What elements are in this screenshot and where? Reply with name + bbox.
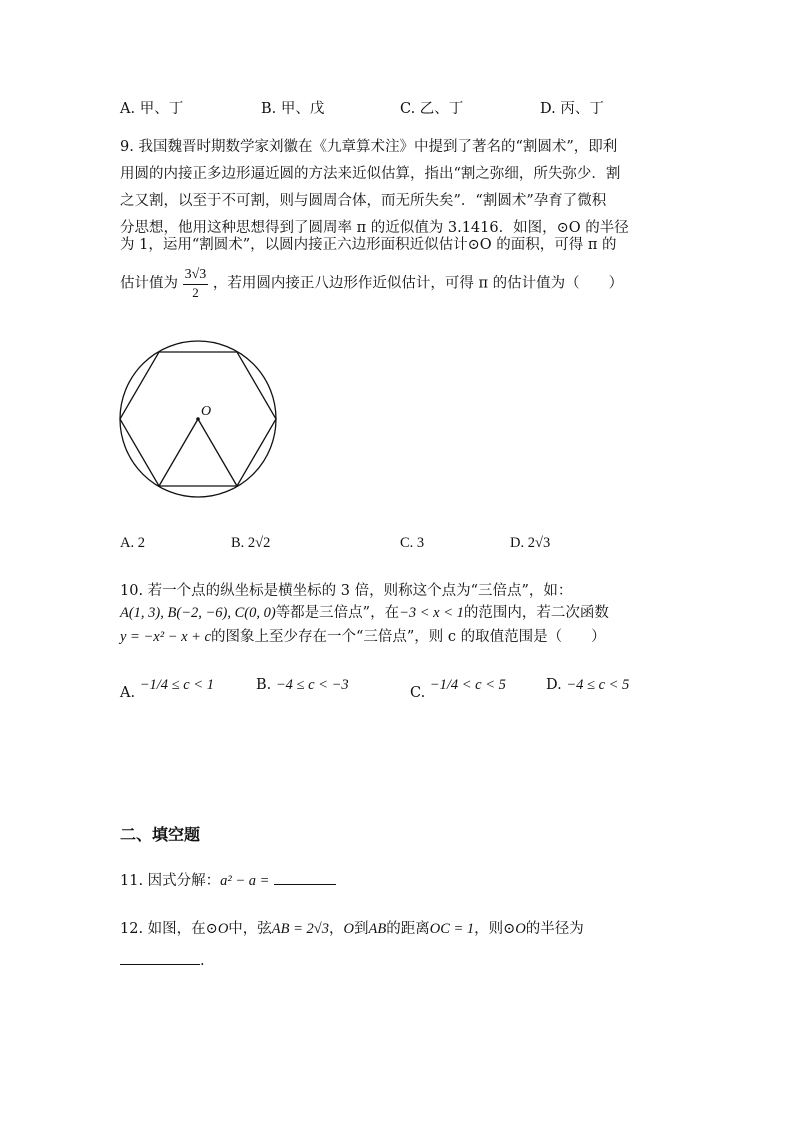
q10-function: y = −x² − x + c xyxy=(120,629,211,645)
option-text: 乙、丁 xyxy=(419,101,464,117)
option-text: −4 ≤ c < −3 xyxy=(275,677,349,693)
q12-mid4: 的距离 xyxy=(386,921,430,937)
option-label: B. xyxy=(256,677,272,693)
option-text: 甲、戊 xyxy=(280,101,325,117)
option-text: 3 xyxy=(416,535,425,551)
q9-option-b xyxy=(231,530,270,556)
q9-line-1: 9. 我国魏晋时期数学家刘徽在《九章算术注》中提到了著名的“割圆术”，即利 xyxy=(120,139,618,155)
option-text: −4 ≤ c < 5 xyxy=(566,677,630,693)
q12-segment: AB xyxy=(368,921,387,937)
q12-mid3: 到 xyxy=(354,921,369,937)
q8-option-a xyxy=(120,96,183,122)
q11-line xyxy=(120,866,336,894)
q8-option-c xyxy=(400,96,463,122)
q9-line-6 xyxy=(120,266,623,301)
option-text: −1/4 < c < 5 xyxy=(429,677,506,693)
q12-end: . xyxy=(200,953,205,969)
option-label: A. xyxy=(120,101,136,117)
q10-example-points: A(1, 3), B(−2, −6), C(0, 0) xyxy=(120,605,276,621)
q12-mid5: ，则 xyxy=(474,921,504,937)
circle-hexagon-figure xyxy=(112,332,288,508)
option-label: C. xyxy=(410,685,426,701)
q8-option-d xyxy=(540,96,604,122)
q12-chord: AB = 2√3 xyxy=(271,921,330,937)
q12-line-2 xyxy=(120,946,205,974)
radius-left xyxy=(159,419,198,486)
q9-line6-suffix: ，若用圆内接正八边形作近似估计，可得 π 的估计值为（ ） xyxy=(212,275,624,292)
q10-line-1: 10. 若一个点的纵坐标是横坐标的 3 倍，则称这个点为“三倍点”，如： xyxy=(120,583,573,599)
q11-expression: a² − a = xyxy=(220,873,270,889)
option-label: D. xyxy=(540,101,556,117)
q10-option-d xyxy=(546,672,629,698)
q10-line2-text: 等都是三倍点”，在 xyxy=(275,605,400,621)
option-text: 2 xyxy=(137,535,145,551)
option-label: D. xyxy=(546,677,562,693)
center-point xyxy=(196,417,200,421)
q9-option-a xyxy=(120,530,145,556)
q12-mid2: ， xyxy=(329,921,344,937)
q9-line-3: 之又割，以至于不可割，则与圆周合体，而无所失矣”．“割圆术”孕育了微积 xyxy=(120,193,607,209)
q10-option-b xyxy=(256,672,349,698)
q12-distance: OC = 1 xyxy=(429,921,475,937)
q10-option-a xyxy=(120,672,214,701)
q12-point: O xyxy=(343,921,354,937)
fraction-numerator: 3√3 xyxy=(183,266,209,285)
option-text: 丙、丁 xyxy=(560,101,604,117)
q12-line-1 xyxy=(120,916,584,942)
q11-text: 11. 因式分解： xyxy=(120,873,221,889)
q8-option-b xyxy=(261,96,324,122)
option-label: A. xyxy=(120,535,135,551)
option-label: B. xyxy=(231,535,245,551)
option-text: 2√2 xyxy=(247,535,271,551)
option-label: B. xyxy=(261,101,277,117)
q10-line-3 xyxy=(120,624,606,650)
option-label: C. xyxy=(400,101,416,117)
section-title: 二、填空题 xyxy=(120,825,201,844)
option-text: 甲、丁 xyxy=(139,101,184,117)
q10-line2-end: 的范围内，若二次函数 xyxy=(463,605,609,621)
q9-line-5: 为 1，运用“割圆术”，以圆内接正六边形面积近似估计⊙O 的面积，可得 π 的 xyxy=(120,237,617,253)
q9-line-4: 分思想，他用这种思想得到了圆周率 π 的近似值为 3.1416．如图，⊙O 的半径 xyxy=(120,220,629,236)
option-text: −1/4 ≤ c < 1 xyxy=(139,677,214,693)
q9-line-2: 用圆的内接正多边形逼近圆的方法来近似估算，指出“割之弥细，所失弥少．割 xyxy=(120,166,621,182)
q12-answer-blank[interactable] xyxy=(120,946,200,965)
q9-fraction xyxy=(183,266,209,301)
q12-prefix: 12. 如图，在 xyxy=(120,921,206,937)
q10-line3-text: 的图象上至少存在一个“三倍点”，则 c 的取值范围是（ ） xyxy=(210,629,606,645)
q9-line6-prefix: 估计值为 xyxy=(120,275,178,292)
option-text: 2√3 xyxy=(527,535,551,551)
q12-mid1: 中，弦 xyxy=(228,921,272,937)
q10-range: −3 < x < 1 xyxy=(399,605,464,621)
fraction-denominator: 2 xyxy=(192,285,199,300)
option-label: A. xyxy=(120,685,136,701)
option-label: C. xyxy=(400,535,414,551)
option-label: D. xyxy=(510,535,525,551)
q9-option-c xyxy=(400,530,424,556)
q9-option-d xyxy=(510,530,550,556)
q12-suffix: 的半径为 xyxy=(525,921,584,937)
q10-option-c xyxy=(410,672,506,701)
center-label: O xyxy=(201,404,212,419)
q12-circle: ⊙O xyxy=(205,921,229,937)
radius-right xyxy=(198,419,237,486)
q10-line-2 xyxy=(120,600,609,626)
q12-circle-2: ⊙O xyxy=(503,921,526,937)
q11-answer-blank[interactable] xyxy=(274,866,336,885)
